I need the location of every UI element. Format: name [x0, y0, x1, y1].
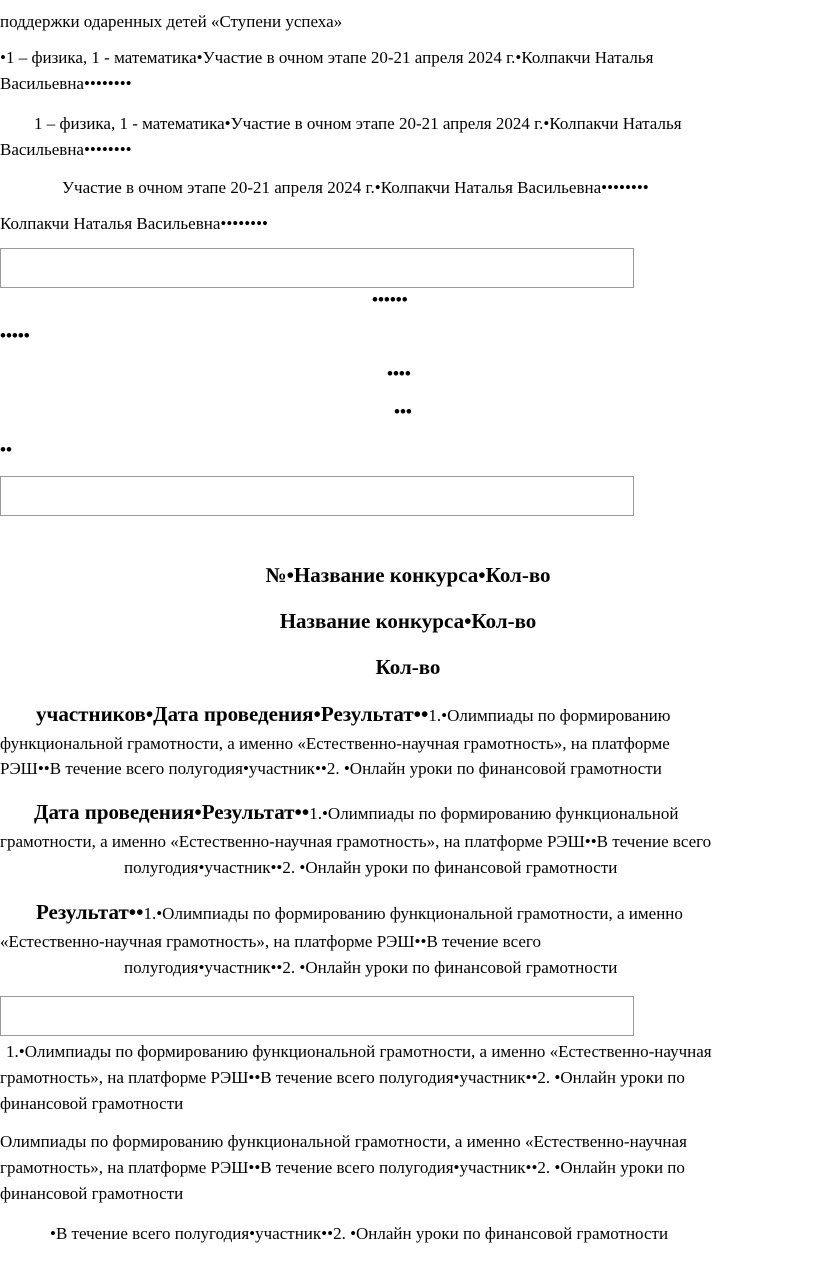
bullet-row: •••••• — [372, 290, 408, 309]
bullet-row: ••• — [394, 402, 412, 421]
text-line — [0, 757, 816, 781]
bold-text: участников•Дата проведения•Результат•• — [36, 702, 429, 726]
empty-text-box — [0, 996, 634, 1036]
text-line — [0, 1066, 816, 1090]
text-line — [0, 138, 816, 162]
line-text: финансовой грамотности — [0, 1184, 184, 1203]
text-line — [0, 1182, 816, 1206]
table-heading — [0, 608, 816, 634]
text-line — [0, 1130, 816, 1154]
line-text: Васильевна•••••••• — [0, 140, 132, 159]
table-heading — [0, 562, 816, 588]
heading-text: Кол-во — [375, 655, 441, 679]
text-line — [0, 830, 816, 854]
text-line — [0, 212, 816, 236]
line-text: 1.•Олимпиады по формированию функциональной грамотности, а именно — [143, 904, 683, 923]
line-text: Олимпиады по формированию функциональной грамотности, а именно «Естественно-научная — [0, 1132, 687, 1151]
line-text: Колпакчи Наталья Васильевна•••••••• — [0, 214, 268, 233]
bold-text: Дата проведения•Результат•• — [34, 800, 310, 824]
heading-text: Название конкурса•Кол-во — [279, 609, 537, 633]
line-text: РЭШ••В течение всего полугодия•участник••2. •Онлайн уроки по финансовой грамотности — [0, 759, 662, 778]
bold-text: Результат•• — [36, 900, 144, 924]
table-heading — [0, 654, 816, 680]
text-line — [0, 930, 816, 954]
text-line — [0, 46, 816, 70]
text-line — [34, 800, 816, 826]
text-line — [0, 10, 816, 34]
bullet-row: •••• — [387, 364, 411, 383]
text-line — [6, 1040, 816, 1064]
text-line — [50, 1222, 816, 1246]
text-line — [0, 1092, 816, 1116]
line-text: грамотность», на платформе РЭШ••В течение всего полугодия•участник••2. •Онлайн уроки по — [0, 1068, 685, 1087]
empty-text-box — [0, 248, 634, 288]
line-text: функциональной грамотности, а именно «Естественно-научная грамотность», на платформе — [0, 734, 670, 753]
text-line — [124, 956, 816, 980]
line-text: финансовой грамотности — [0, 1094, 184, 1113]
line-text: поддержки одаренных детей «Ступени успеха» — [0, 12, 343, 31]
heading-text: №•Название конкурса•Кол-во — [265, 563, 551, 587]
line-text: 1.•Олимпиады по формированию — [428, 706, 671, 725]
line-text: грамотность», на платформе РЭШ••В течение всего полугодия•участник••2. •Онлайн уроки по — [0, 1158, 685, 1177]
text-line — [36, 900, 816, 926]
text-line — [62, 176, 816, 200]
text-line — [0, 1156, 816, 1180]
line-text: 1.•Олимпиады по формированию функциональной — [309, 804, 679, 823]
text-line — [0, 72, 816, 96]
text-line — [124, 856, 816, 880]
text-line — [36, 702, 816, 728]
text-line — [34, 112, 816, 136]
text-line — [0, 732, 816, 756]
line-text: Васильевна•••••••• — [0, 74, 132, 93]
line-text: Участие в очном этапе 20-21 апреля 2024 г.•Колпакчи Наталья Васильевна•••••••• — [62, 178, 649, 197]
bullet-row: •• — [0, 440, 12, 459]
line-text: полугодия•участник••2. •Онлайн уроки по финансовой грамотности — [124, 858, 618, 877]
line-text: •1 – физика, 1 - математика•Участие в очном этапе 20-21 апреля 2024 г.•Колпакчи Наталья — [0, 48, 654, 67]
line-text: полугодия•участник••2. •Онлайн уроки по финансовой грамотности — [124, 958, 618, 977]
line-text: «Естественно-научная грамотность», на платформе РЭШ••В течение всего — [0, 932, 541, 951]
line-text: грамотности, а именно «Естественно-научная грамотность», на платформе РЭШ••В течение всего — [0, 832, 712, 851]
line-text: 1.•Олимпиады по формированию функциональной грамотности, а именно «Естественно-научная — [6, 1042, 712, 1061]
line-text: •В течение всего полугодия•участник••2. •Онлайн уроки по финансовой грамотности — [50, 1224, 669, 1243]
empty-text-box — [0, 476, 634, 516]
bullet-row: ••••• — [0, 326, 30, 345]
line-text: 1 – физика, 1 - математика•Участие в очном этапе 20-21 апреля 2024 г.•Колпакчи Наталья — [34, 114, 682, 133]
